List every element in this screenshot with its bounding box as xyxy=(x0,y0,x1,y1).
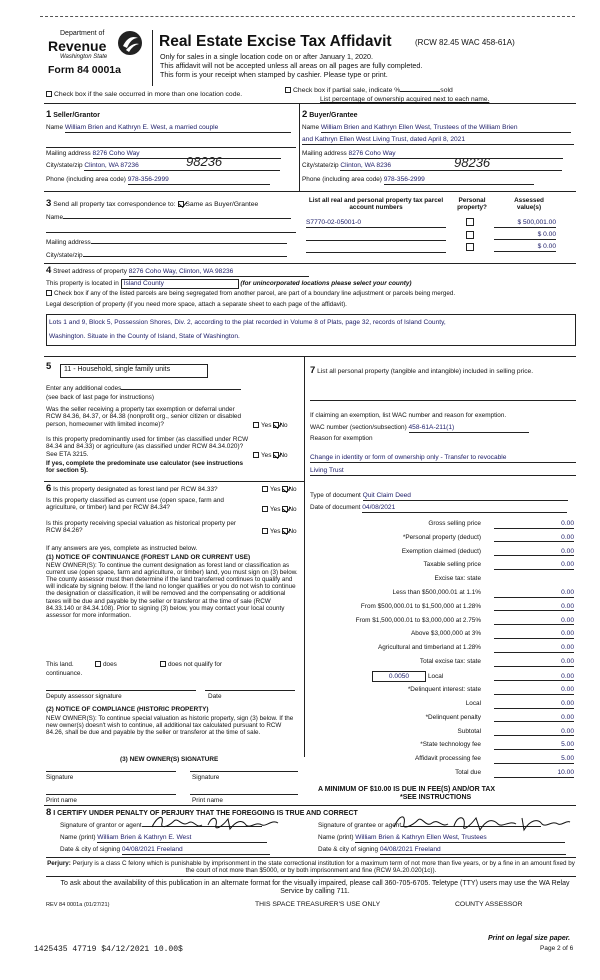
docdate-row: Date of document 04/08/2021 xyxy=(310,504,567,513)
buyer-name-row xyxy=(302,124,571,133)
state-label: Washington State xyxy=(60,54,108,60)
seller-phone-row xyxy=(46,176,270,185)
sec3-city-field[interactable] xyxy=(83,256,287,257)
grantee-name-field[interactable]: William Brien & Kathryn Ellen West, Trustees xyxy=(355,834,565,843)
assessed-value-1[interactable]: $ 500,001.00 xyxy=(494,219,556,228)
sec6-q3-no[interactable] xyxy=(282,528,288,534)
seller-name-field[interactable]: William Brien and Kathryn E. West, a married couple xyxy=(65,124,291,133)
sec3-name-field[interactable] xyxy=(63,218,291,219)
header-rule xyxy=(44,103,576,104)
sec5-q1-no[interactable] xyxy=(273,422,279,428)
tax-table xyxy=(310,518,576,781)
buyer-heading: 2 Buyer/Grantee xyxy=(302,109,358,120)
form-number: Form 84 0001a xyxy=(48,64,121,76)
parcel-col-header: List all real and personal property tax parcel account numbers xyxy=(308,197,444,212)
sec6-h2: (2) NOTICE OF COMPLIANCE (HISTORIC PROPERTY) xyxy=(46,706,209,713)
sold-label: sold xyxy=(440,87,453,94)
segregate-checkbox[interactable] xyxy=(46,290,52,296)
tax-row: Agricultural and timberland at 1.28% 0.00 xyxy=(377,644,574,652)
grantor-date-field[interactable]: 04/08/2021 Freeland xyxy=(122,846,270,855)
assessed-value-2[interactable]: $ 0.00 xyxy=(494,231,556,240)
segregate-check[interactable]: Check box if any of the listed parcels are being segregated from another parcel, are part of a boundary line adjustment or parcels being merged. xyxy=(46,290,455,297)
sec5-q2-answer: Yes No xyxy=(253,452,288,459)
header-line-2: This affidavit will not be accepted unless all areas on all pages are fully completed. xyxy=(160,61,423,70)
personal-property-field[interactable]: 0.00 xyxy=(494,534,574,543)
agricultural-field[interactable]: 0.00 xyxy=(494,644,574,653)
tier4-field[interactable]: 0.00 xyxy=(494,630,574,639)
buyer-name-field-2[interactable]: and Kathryn Ellen West Living Trust, dated April 8, 2021 xyxy=(302,136,574,145)
land-use-select[interactable]: 11 - Household, single family units xyxy=(60,364,208,378)
parcel-number-2[interactable] xyxy=(306,233,446,241)
sec6-thisland: This land. xyxy=(46,661,74,668)
sec6-q2-no[interactable] xyxy=(282,506,288,512)
grantor-name-field[interactable]: William Brien & Kathryn E. West xyxy=(97,834,267,843)
exempt-label: If claiming an exemption, list WAC number and reason for exemption. xyxy=(310,412,507,419)
deputy-sig-line xyxy=(46,690,196,691)
taxable-price-field[interactable]: 0.00 xyxy=(494,561,574,570)
sec6-does: does xyxy=(95,661,117,668)
deputy-sig-label: Deputy assessor signature xyxy=(46,693,122,700)
multi-location-checkbox[interactable] xyxy=(46,91,52,97)
rule-after-4 xyxy=(44,356,576,357)
personal-checkbox-2[interactable] xyxy=(466,231,474,239)
sec6-note: If any answers are yes, complete as instructed below. xyxy=(46,545,198,552)
assessor-label: COUNTY ASSESSOR xyxy=(455,901,523,908)
buyer-city-field[interactable]: Clinton, WA 8236 xyxy=(340,162,562,171)
partial-sale-check[interactable] xyxy=(285,87,453,95)
tax-row: Less than $500,000.01 at 1.1% 0.00 xyxy=(392,588,574,596)
personal-col-header: Personal property? xyxy=(457,197,487,212)
list-percentage-note: List percentage of ownership acquired next to each name. xyxy=(320,96,490,103)
buyer-mail-row xyxy=(302,150,563,159)
reason-line-2[interactable]: Living Trust xyxy=(310,467,576,476)
addl-codes-note: (see back of last page for instructions) xyxy=(46,394,154,401)
sec6-p1: NEW OWNER(S): To continue the current designation as forest land or classification as current use (open space, farm and agriculture, or timber) land, you must sign on (3) below. The county assessor must then determine if the land transferred continues to qualify and will indicate by signing below. If the land no longer qualifies or you do not wish to continue the designation or classification, it will be removed and the compensating or additional taxes will be due and payable by the seller or transferor at the time of sale (RCW 84.33.140 or 84.34.108). Prior to signing (3) below, you may contact your local county assessor for more information. xyxy=(46,562,298,619)
seller-city-row xyxy=(46,162,280,171)
grantee-date-row: Date & city of signing 04/08/2021 Freeland xyxy=(318,846,566,855)
gross-price-field[interactable]: 0.00 xyxy=(494,520,574,529)
sec5-q2: Is this property predominantly used for timber (as classified under RCW 84.34 and 84.33) or agriculture (as classified under RCW 84.34.020)? See ETA 3215. xyxy=(46,436,249,458)
buyer-mail-field[interactable]: 8276 Coho Way xyxy=(349,150,563,159)
minimum-note: A MINIMUM OF $10.00 IS DUE IN FEE(S) AND/OR TAX xyxy=(318,786,496,793)
sec3-name: Name xyxy=(46,214,291,221)
sec6-cont: continuance. xyxy=(46,670,83,677)
top-scan-line xyxy=(40,16,575,17)
addl-codes-label: Enter any additional codes xyxy=(46,385,241,392)
page-number: Page 2 of 6 xyxy=(540,945,574,952)
sec3-label: 3 Send all property tax correspondence to: Same as Buyer/Grantee xyxy=(46,198,259,209)
rule-before-8 xyxy=(44,805,576,806)
legal-description-box[interactable] xyxy=(46,314,576,346)
tax-row: Exemption claimed (deduct) 0.00 xyxy=(401,547,574,555)
revenue-logo xyxy=(42,30,152,82)
revenue-swirl-icon xyxy=(117,30,143,58)
owner-sig-label-1: Signature xyxy=(46,774,74,781)
does-not-qualify-checkbox[interactable] xyxy=(160,661,166,667)
tax-row: *Delinquent penalty 0.00 xyxy=(425,713,574,721)
owner-sig-line-2 xyxy=(190,771,298,772)
buyer-phone-row xyxy=(302,176,534,185)
same-as-buyer-checkbox[interactable] xyxy=(178,201,184,207)
sec5-num: 5 xyxy=(46,361,52,372)
deputy-date-label: Date xyxy=(208,693,222,700)
legal-paper-note: Print on legal size paper. xyxy=(488,935,571,942)
tax-row: Affidavit processing fee 5.00 xyxy=(415,755,574,763)
legal-line-2: Washington. Situate in the County of Island, State of Washington. xyxy=(49,332,240,340)
revenue-label: Revenue xyxy=(48,38,107,54)
sec3-blank-line xyxy=(46,232,296,233)
buyer-name-row-2 xyxy=(302,136,574,145)
exemption-field[interactable]: 0.00 xyxy=(494,548,574,557)
street-address-field[interactable]: 8276 Coho Way, Clinton, WA 98236 xyxy=(129,268,309,277)
sec3-mail: Mailing address xyxy=(46,239,287,246)
parcel-number-3[interactable] xyxy=(306,245,446,253)
header-line-3: This form is your receipt when stamped by cashier. Please type or print. xyxy=(160,70,388,79)
reason-label: Reason for exemption xyxy=(310,435,373,442)
accessibility-note: To ask about the availability of this publication in an alternate format for the visually impaired, please call 360-705-6705. Teletype (TTY) users may use the WA Relay Service by calling 711. xyxy=(60,880,570,896)
tax-row: Excise tax: state xyxy=(434,575,481,583)
does-qualify-checkbox[interactable] xyxy=(95,661,101,667)
buyer-name-field-1[interactable]: William Brien and Kathryn Ellen West, Trustees of the William Brien xyxy=(321,124,571,133)
seller-blank-line xyxy=(46,147,296,148)
tax-row: Subtotal 0.00 xyxy=(457,727,574,735)
delinquent-penalty-field[interactable]: 0.00 xyxy=(494,714,574,723)
sec6-q1-answer: Yes No xyxy=(262,486,297,493)
rule-after-3 xyxy=(44,263,576,264)
sec5-q1-answer: Yes No xyxy=(253,422,288,429)
local-rate-field[interactable]: 0.0050 xyxy=(372,671,426,683)
grantee-sig-row: Signature of grantee or agent xyxy=(318,822,541,829)
partial-sale-label: Check box if partial sale, indicate % xyxy=(293,87,401,94)
total-excise-state-field[interactable]: 0.00 xyxy=(494,658,574,667)
tier1-field[interactable]: 0.00 xyxy=(494,589,574,598)
sec6-q2: Is this property classified as current use (open space, farm and agriculture, or timber) land per RCW 84.34? xyxy=(46,497,224,512)
local-tax-field[interactable]: 0.00 xyxy=(494,673,574,682)
addl-codes-field[interactable] xyxy=(121,389,241,390)
sec7-line-1 xyxy=(310,400,576,401)
owner-print-label-1: Print name xyxy=(46,797,77,804)
tier3-field[interactable]: 0.00 xyxy=(494,617,574,626)
owner-sig-line-1 xyxy=(46,771,176,772)
sec5-q2-yes[interactable] xyxy=(253,452,259,458)
personal-checkbox-1[interactable] xyxy=(466,218,474,226)
wac-row: WAC number (section/subsection) 458-61A-211(1) xyxy=(310,424,529,433)
sec6-p2: NEW OWNER(S): To continue special valuation as historic property, sign (3) below. If the new owner(s) doesn't wish to continue, all additional tax calculated pursuant to RCW 84.26, shall be due and payable by the seller or transferor at the time of sale. xyxy=(46,715,294,737)
tax-row: Total due 10.00 xyxy=(455,769,574,777)
sec6-q3-yes[interactable] xyxy=(262,528,268,534)
grantee-date-field[interactable]: 04/08/2021 Freeland xyxy=(380,846,566,855)
header-line-1: Only for sales in a single location code on or after January 1, 2020. xyxy=(160,52,373,61)
tax-row: *Personal property (deduct) 0.00 xyxy=(402,533,574,541)
grantor-date-row: Date & city of signing 04/08/2021 Freeland xyxy=(60,846,270,855)
total-due-field[interactable]: 10.00 xyxy=(494,769,574,778)
tax-row: Above $3,000,000 at 3% 0.00 xyxy=(411,630,574,638)
sec5-q2-no[interactable] xyxy=(273,452,279,458)
grantee-name-row: Name (print) William Brien & Kathryn Ellen West, Trustees xyxy=(318,834,565,843)
rule-after-5 xyxy=(44,481,304,482)
sec6-q2-yes[interactable] xyxy=(262,506,268,512)
reason-line-1[interactable]: Change in identity or form of ownership only - Transfer to revocable xyxy=(310,454,576,463)
see-instructions: *SEE INSTRUCTIONS xyxy=(400,794,472,801)
sec6-doesnot: does not qualify for xyxy=(160,661,222,668)
seller-city-field[interactable]: Clinton, WA 87236 xyxy=(84,162,280,171)
legal-line-1: Lots 1 and 9, Block 5, Possession Shores, Div. 2, according to the plat recorded in Volume 8 of Plats, page 32, records of Island County, xyxy=(49,319,446,326)
tax-row: *State technology fee 5.00 xyxy=(420,741,574,749)
recording-stamp: 1425435 47719 $4/12/2021 10.00$ xyxy=(34,945,183,954)
grantor-signature-icon xyxy=(150,813,280,835)
tax-row: Gross selling price 0.00 xyxy=(428,520,574,527)
buyer-mail-label: Mailing address xyxy=(302,150,347,157)
sec6-q3-answer: Yes No xyxy=(262,528,297,535)
sec3-city: City/state/zip xyxy=(46,252,287,259)
delinquent-interest-state-field[interactable]: 0.00 xyxy=(494,686,574,695)
section-divider-5-7 xyxy=(304,357,305,757)
multi-location-check[interactable] xyxy=(46,91,242,99)
grantee-signature-icon xyxy=(392,812,572,836)
rule-after-1-2 xyxy=(44,191,576,192)
assessed-col-header: Assessed value(s) xyxy=(514,197,544,212)
owner-print-line-1 xyxy=(46,794,176,795)
assessed-value-3[interactable]: $ 0.00 xyxy=(494,243,556,252)
docdate-field[interactable]: 04/08/2021 xyxy=(362,504,567,513)
tax-row: Local 0.00 xyxy=(465,700,574,708)
certify-line: 8 I CERTIFY UNDER PENALTY OF PERJURY THAT THE FOREGOING IS TRUE AND CORRECT xyxy=(46,807,358,818)
buyer-phone-field[interactable]: 978-356-2999 xyxy=(384,176,534,185)
seller-name-row xyxy=(46,124,296,133)
delinquent-interest-local-field[interactable]: 0.00 xyxy=(494,700,574,709)
sec6-q1-yes[interactable] xyxy=(262,486,268,492)
buyer-city-label: City/state/zip xyxy=(302,162,339,169)
sec4-street: 4 Street address of property 8276 Coho Way, Clinton, WA 98236 xyxy=(46,266,309,277)
sec4-location: This property is located in Island County (for unincorporated locations please select your county) xyxy=(46,280,412,287)
buyer-zip-handwritten: 98236 xyxy=(454,155,491,170)
sec5-q2b: If yes, complete the predominate use calculator (see instructions for section 5). xyxy=(46,460,244,475)
tax-row: From $500,000.01 to $1,500,000 at 1.28% 0.00 xyxy=(360,602,574,610)
sec3-mail-field[interactable] xyxy=(91,243,287,244)
buyer-name-label: Name xyxy=(302,124,320,131)
seller-phone-field[interactable]: 978-356-2999 xyxy=(128,176,270,185)
tax-row: From $1,500,000.01 to $3,000,000 at 2.75% 0.00 xyxy=(355,616,574,624)
seller-phone-label: Phone (including area code) xyxy=(46,176,126,183)
dept-label: Department of xyxy=(60,30,105,37)
rev-label: REV 84 0001a (01/27/21) xyxy=(46,902,110,908)
sec6-q3: Is this property receiving special valuation as historical property per RCW 84.26? xyxy=(46,520,237,535)
tech-fee-field[interactable]: 5.00 xyxy=(494,741,574,750)
sec6-h1: (1) NOTICE OF CONTINUANCE (FOREST LAND OR CURRENT USE) xyxy=(46,554,251,561)
form-title: Real Estate Excise Tax Affidavit xyxy=(159,33,392,50)
perjury-box: Perjury: Perjury is a class C felony which is punishable by imprisonment in the state correctional institution for a maximum term of not more than five years, or by a fine in an amount fixed by the court of not more than $5000, or by both imprisonment and fine (RCW 9A.20.020(1c)). xyxy=(46,857,576,877)
legal-label: Legal description of property (if you need more space, attach a separate sheet to each page of the affidavit). xyxy=(46,301,347,308)
deputy-date-line xyxy=(205,690,295,691)
personal-checkbox-3[interactable] xyxy=(466,243,474,251)
seller-mail-field[interactable]: 8276 Coho Way xyxy=(93,150,281,159)
tax-row: Taxable selling price 0.00 xyxy=(423,561,574,569)
tax-row: *Delinquent interest: state 0.00 xyxy=(407,686,574,694)
owner-print-label-2: Print name xyxy=(192,797,223,804)
sec5-q1-yes[interactable] xyxy=(253,422,259,428)
form-rcw: (RCW 82.45 WAC 458-61A) xyxy=(415,38,515,47)
partial-sale-checkbox[interactable] xyxy=(285,87,291,93)
tax-row: Total excise tax: state 0.00 xyxy=(419,657,574,665)
doctype-row: Type of document Quit Claim Deed xyxy=(310,492,568,501)
sec6-q1: 6 Is this property designated as forest land per RCW 84.33? xyxy=(46,483,218,494)
grantor-name-row: Name (print) William Brien & Kathryn E. West xyxy=(60,834,267,843)
processing-fee-field[interactable]: 5.00 xyxy=(494,755,574,764)
treasurer-label: THIS SPACE TREASURER'S USE ONLY xyxy=(255,901,381,908)
seller-heading: 1 Seller/Grantor xyxy=(46,109,100,120)
wac-field[interactable]: 458-61A-211(1) xyxy=(409,424,529,433)
sec7-label: 7 List all personal property (tangible and intangible) included in selling price. xyxy=(310,365,534,376)
seller-mail-row xyxy=(46,150,281,159)
tier2-field[interactable]: 0.00 xyxy=(494,603,574,612)
buyer-phone-label: Phone (including area code) xyxy=(302,176,382,183)
tax-row-local: 0.0050 Local 0.00 xyxy=(310,670,576,685)
grantor-sig-row: Signature of grantor or agent xyxy=(60,822,262,829)
owner-print-line-2 xyxy=(190,794,298,795)
parcel-number-1[interactable]: S7770-02-05001-0 xyxy=(306,219,446,228)
header-divider xyxy=(152,30,153,86)
sec6-q1-no[interactable] xyxy=(282,486,288,492)
county-select[interactable]: Island County xyxy=(121,279,239,289)
subtotal-field[interactable]: 0.00 xyxy=(494,728,574,737)
buyer-city-row xyxy=(302,162,562,171)
sec5-q1: Was the seller receiving a property tax exemption or deferral under RCW 84.36, 84.37, or 84.38 (nonprofit org., senior citizen or disabled person, homeowner with limited income)? xyxy=(46,406,242,428)
doctype-field[interactable]: Quit Claim Deed xyxy=(363,492,568,501)
section-divider-1-2 xyxy=(299,104,300,192)
seller-zip-handwritten: 98236 xyxy=(186,154,223,169)
sec6-h3: (3) NEW OWNER(S) SIGNATURE xyxy=(120,756,219,763)
multi-location-label: Check box if the sale occurred in more than one location code. xyxy=(54,91,243,98)
owner-sig-label-2: Signature xyxy=(192,774,220,781)
seller-mail-label: Mailing address xyxy=(46,150,91,157)
sec6-q2-answer: Yes No xyxy=(262,506,297,513)
seller-city-label: City/state/zip xyxy=(46,162,83,169)
seller-name-label: Name xyxy=(46,124,64,131)
